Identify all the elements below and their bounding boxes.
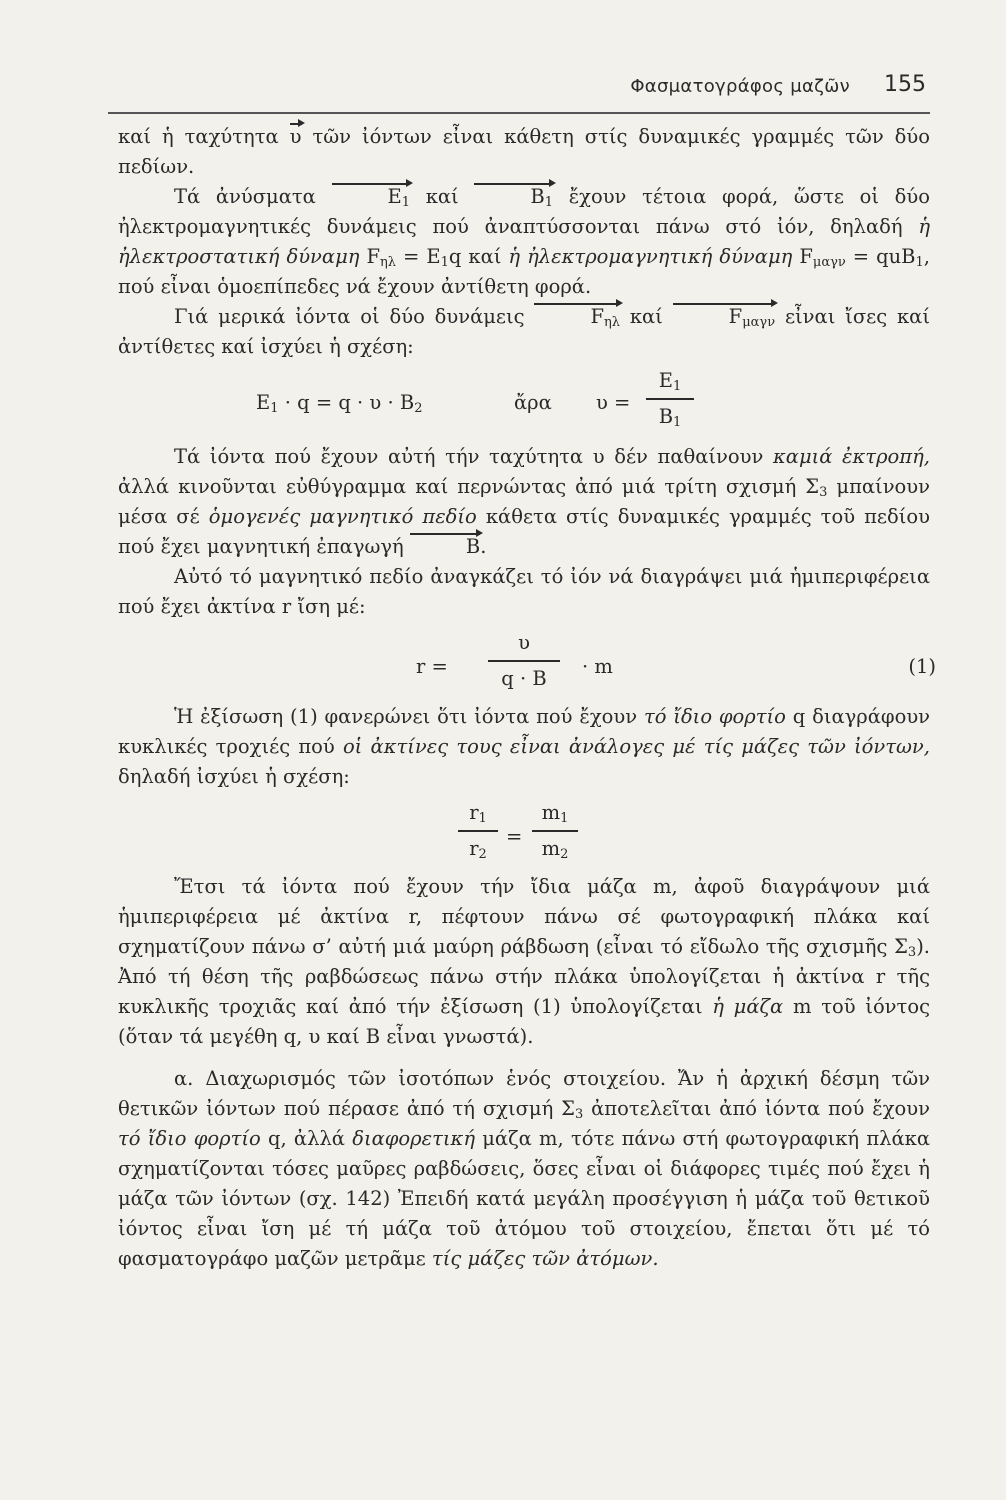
paragraph-7: Ἔτσι τά ἰόντα πού ἔχουν τήν ἴδια μάζα m, ἀφοῦ διαγράψουν μιά ἡμιπεριφέρεια μέ ἀκτίνα r, πέφτουν πάνω σέ φωτογραφική πλάκα καί σχηματίζουν πάνω σ’ αὐτή μιά μαύρη ράβδωση (εἶναι τό εἴδωλο τῆς σχισμῆς $\Sigma_3$). Ἀπό τή θέση τῆς ραβδώσεως πάνω στήν πλάκα ὑπολογίζεται ἡ ἀκτίνα r τῆς κυκλικῆς τροχιᾶς καί ἀπό τήν ἐξίσωση (1) ὑπολογίζεται ἡ μάζα m τοῦ ἰόντος (ὅταν τά μεγέθη q, υ καί B εἶναι γνωστά). xyxy=(118,875,930,1048)
fraction-u-qb: υ q · B xyxy=(488,628,560,694)
vector-b: B xyxy=(410,532,480,562)
vector-f-mag: $F_{\mu\alpha\gamma\nu}$ xyxy=(673,302,775,332)
fraction-e1-b1: $E_1$ $B_1$ xyxy=(646,366,694,432)
paragraph-2: Τά ἀνύσματα $E_1$ καί $B_1$ ἔχουν τέτοια φορά, ὥστε οἱ δύο ἠλεκτρομαγνητικές δυνάμεις πού ἀναπτύσσονται πάνω στό ἰόν, δηλαδή ἡ ἠλεκτροστατική δύναμη $F_{\eta\lambda} = E_1q$ καί ἡ ἠλεκτρομαγνητική δύναμη $F_{\mu\alpha\gamma\nu} = quB_1$, πού εἶναι ὁμοεπίπεδες νά ἔχουν ἀντίθετη φορά. xyxy=(118,182,930,302)
equation-ratio: $r_1$ $r_2$ = $m_1$ $m_2$ xyxy=(118,792,930,872)
vector-e1: $E_1$ xyxy=(332,182,411,212)
vector-v: υ xyxy=(290,122,302,152)
paragraph-1: καί ἡ ταχύτητα υ τῶν ἰόντων εἶναι κάθετη στίς δυναμικές γραμμές τῶν δύο πεδίων. xyxy=(118,122,930,182)
fraction-m1-m2: $m_1$ $m_2$ xyxy=(532,798,578,864)
equation-label: (1) xyxy=(908,655,936,678)
paragraph-isotopes: α. Διαχωρισμός τῶν ἰσοτόπων ἑνός στοιχείου. Ἄν ἡ ἀρχική δέσμη τῶν θετικῶν ἰόντων πού πέρασε ἀπό τή σχισμή $\Sigma_3$ ἀποτελεῖται ἀπό ἰόντα πού ἔχουν τό ἴδιο φορτίο q, ἀλλά διαφορετική μάζα m, τότε πάνω στή φωτογραφική πλάκα σχηματίζονται τόσες μαῦρες ραβδώσεις, ὅσες εἶναι οἱ διάφορες τιμές πού ἔχει ἡ μάζα τῶν ἰόντων (σχ. 142) Ἐπειδή κατά μεγάλη προσέγγιση ἡ μάζα τοῦ θετικοῦ ἰόντος εἶναι ἴση μέ τή μάζα τοῦ ἀτόμου τοῦ στοιχείου, ἔπεται ὅτι μέ τό φασματογράφο μαζῶν μετρᾶμε τίς μάζες τῶν ἀτόμων. xyxy=(118,1067,931,1270)
fraction-r1-r2: $r_1$ $r_2$ xyxy=(458,798,498,864)
paragraph-5: Αὐτό τό μαγνητικό πεδίο ἀναγκάζει τό ἰόν νά διαγράψει μιά ἡμιπεριφέρεια πού ἔχει ἀκτίνα r ἴση μέ: xyxy=(118,565,930,618)
equation-velocity: $E_1 \cdot q = q \cdot \upsilon \cdot B_2$ ἄρα υ = $E_1$ $B_1$ xyxy=(118,362,930,442)
paragraph-6: Ἡ ἐξίσωση (1) φανερώνει ὅτι ἰόντα πού ἔχουν τό ἴδιο φορτίο q διαγράφουν κυκλικές τροχιές πού οἱ ἀκτίνες τους εἶναι ἀνάλογες μέ τίς μάζες τῶν ἰόντων, δηλαδή ἰσχύει ἡ σχέση: xyxy=(118,705,931,788)
paragraph-4: Τά ἰόντα πού ἔχουν αὐτή τήν ταχύτητα υ δέν παθαίνουν καμιά ἐκτροπή, ἀλλά κινοῦνται εὐθύγραμμα καί περνώντας ἀπό μιά τρίτη σχισμή $\Sigma_3$ μπαίνουν μέσα σέ ὁμογενές μαγνητικό πεδίο κάθετα στίς δυναμικές γραμμές τοῦ πεδίου πού ἔχει μαγνητική ἐπαγωγή B. xyxy=(118,442,930,562)
page-number: 155 xyxy=(884,72,926,97)
body-text xyxy=(118,122,936,1274)
running-title: Φασματογράφος μαζῶν xyxy=(630,76,850,97)
paragraph-3: Γιά μερικά ἰόντα οἱ δύο δυνάμεις $F_{\eta\lambda}$ καί $F_{\mu\alpha\gamma\nu}$ εἶναι ἴσες καί ἀντίθετες καί ἰσχύει ἡ σχέση: xyxy=(118,302,930,362)
equation-radius: r = υ q · B · m (1) xyxy=(118,622,930,702)
running-head xyxy=(110,66,930,106)
vector-b1: $B_1$ xyxy=(474,182,553,212)
header-rule xyxy=(108,112,930,114)
vector-f-el: $F_{\eta\lambda}$ xyxy=(534,302,620,332)
